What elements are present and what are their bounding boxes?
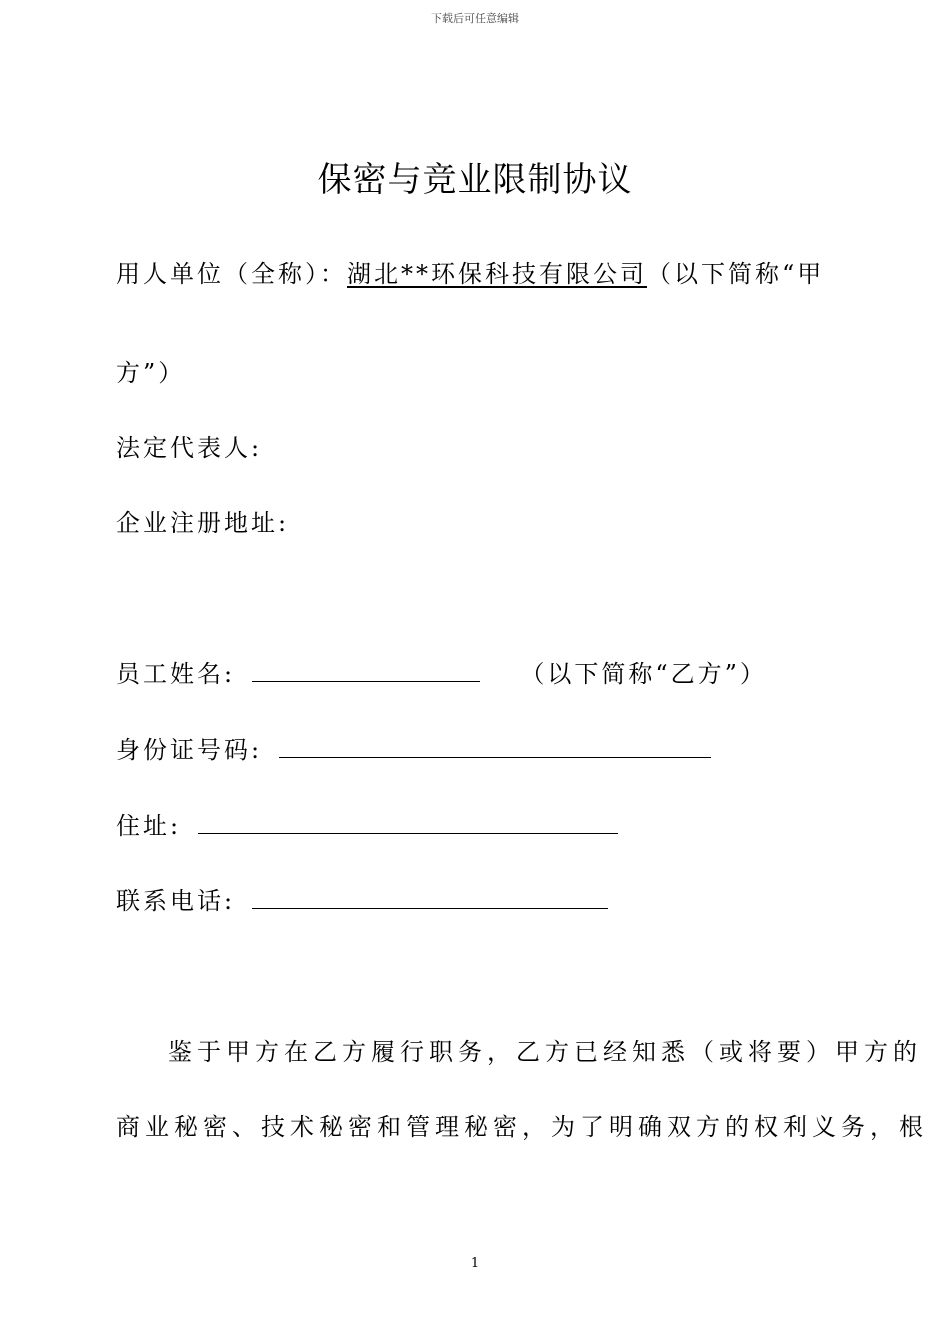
employer-suffix: （以下简称“甲 [647, 260, 825, 288]
employer-suffix-line: 方”） [116, 359, 186, 387]
employee-name-line [116, 658, 767, 690]
reg-address-label: 企业注册地址: [116, 509, 290, 537]
address-label: 住址: [116, 812, 182, 840]
intro-paragraph-line2: 商业秘密、技术秘密和管理秘密，为了明确双方的权利义务，根 [116, 1113, 928, 1141]
address-line [116, 810, 618, 842]
phone-label: 联系电话: [116, 887, 236, 915]
employer-line [116, 258, 824, 290]
id-number-line [116, 734, 711, 766]
employer-name: 湖北**环保科技有限公司 [347, 260, 647, 288]
id-number-label: 身份证号码: [116, 736, 263, 764]
employee-name-suffix: （以下简称“乙方”） [520, 660, 767, 688]
intro-paragraph-line1: 鉴于甲方在乙方履行职务，乙方已经知悉（或将要）甲方的 [168, 1038, 922, 1066]
employee-name-blank[interactable] [252, 659, 480, 682]
address-blank[interactable] [198, 811, 618, 834]
legal-rep-label: 法定代表人: [116, 434, 263, 462]
page-number: 1 [470, 1256, 480, 1271]
id-number-blank[interactable] [279, 735, 711, 758]
header-note: 下载后可任意编辑 [431, 12, 519, 25]
employer-label: 用人单位（全称）： [116, 260, 347, 288]
employee-name-label: 员工姓名: [116, 660, 236, 688]
phone-line [116, 885, 608, 917]
phone-blank[interactable] [252, 886, 608, 909]
document-title: 保密与竞业限制协议 [317, 160, 633, 200]
